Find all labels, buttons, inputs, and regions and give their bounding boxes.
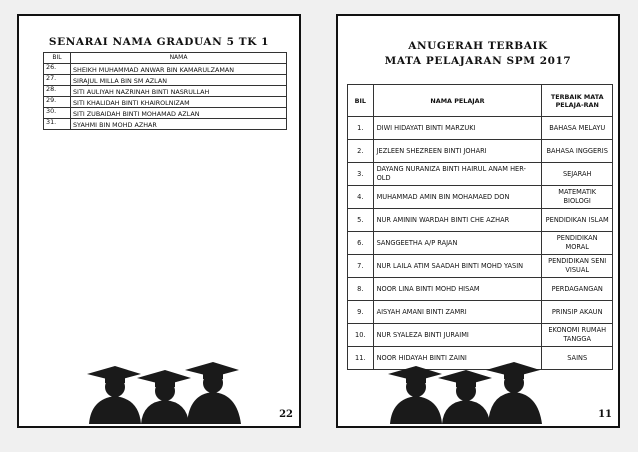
row-number: 3. <box>348 163 374 186</box>
row-number: 2. <box>348 140 374 163</box>
subject-award: PENDIDIKAN ISLAM <box>542 209 613 232</box>
table-row <box>348 186 613 209</box>
row-number: 31. <box>44 119 71 130</box>
table-row <box>348 117 613 140</box>
table-row <box>44 64 287 75</box>
row-number: 29. <box>44 97 71 108</box>
graduate-name: SITI KHALIDAH BINTI KHAIROLNIZAM <box>71 97 287 108</box>
graduate-name: SIRAJUL MILLA BIN SM AZLAN <box>71 75 287 86</box>
graduate-name: SYAHMI BIN MOHD AZHAR <box>71 119 287 130</box>
row-number: 30. <box>44 108 71 119</box>
table-row <box>44 75 287 86</box>
subject-award: PENDIDIKAN MORAL <box>542 232 613 255</box>
graduate-name: SHEIKH MUHAMMAD ANWAR BIN KAMARULZAMAN <box>71 64 287 75</box>
table-row <box>348 140 613 163</box>
row-number: 26. <box>44 64 71 75</box>
student-name: NOOR HIDAYAH BINTI ZAINI <box>373 347 542 370</box>
page-left <box>17 14 301 428</box>
table-row <box>44 97 287 108</box>
page-title-line1: ANUGERAH TERBAIK <box>408 40 548 52</box>
table-row <box>348 163 613 186</box>
row-number: 6. <box>348 232 374 255</box>
subject-award: PRINSIP AKAUN <box>542 301 613 324</box>
student-name: NOOR LINA BINTI MOHD HISAM <box>373 278 542 301</box>
table-row <box>44 108 287 119</box>
subject-award: EKONOMI RUMAH TANGGA <box>542 324 613 347</box>
row-number: 8. <box>348 278 374 301</box>
row-number: 27. <box>44 75 71 86</box>
column-header-nama-pelajar: NAMA PELAJAR <box>373 85 542 117</box>
graduate-table <box>43 52 287 130</box>
page-number: 11 <box>598 409 612 420</box>
student-name: AISYAH AMANI BINTI ZAMRI <box>373 301 542 324</box>
row-number: 5. <box>348 209 374 232</box>
table-row <box>348 209 613 232</box>
student-name: DIWI HIDAYATI BINTI MARZUKI <box>373 117 542 140</box>
subject-award: SEJARAH <box>542 163 613 186</box>
page-number: 22 <box>279 409 293 420</box>
student-name: NUR AMININ WARDAH BINTI CHE AZHAR <box>373 209 542 232</box>
table-row <box>348 278 613 301</box>
column-header-bil: BIL <box>348 85 374 117</box>
table-row <box>348 255 613 278</box>
row-number: 4. <box>348 186 374 209</box>
subject-award: PERDAGANGAN <box>542 278 613 301</box>
page-title-line2: MATA PELAJARAN SPM 2017 <box>384 55 572 67</box>
row-number: 1. <box>348 117 374 140</box>
row-number: 10. <box>348 324 374 347</box>
table-row <box>44 119 287 130</box>
subject-award: MATEMATIK BIOLOGI <box>542 186 613 209</box>
row-number: 11. <box>348 347 374 370</box>
student-name: MUHAMMAD AMIN BIN MOHAMAED DON <box>373 186 542 209</box>
graduates-illustration <box>384 354 544 424</box>
page-right <box>336 14 620 428</box>
column-header-bil: BIL <box>44 53 71 64</box>
subject-award: BAHASA MELAYU <box>542 117 613 140</box>
row-number: 9. <box>348 301 374 324</box>
subject-award: BAHASA INGGERIS <box>542 140 613 163</box>
subject-award: PENDIDIKAN SENI VISUAL <box>542 255 613 278</box>
student-name: JEZLEEN SHEZREEN BINTI JOHARI <box>373 140 542 163</box>
table-row <box>348 301 613 324</box>
student-name: NUR LAILA ATIM SAADAH BINTI MOHD YASIN <box>373 255 542 278</box>
graduate-name: SITI ZUBAIDAH BINTI MOHAMAD AZLAN <box>71 108 287 119</box>
student-name: SANGGEETHA A/P RAJAN <box>373 232 542 255</box>
student-name: DAYANG NURANIZA BINTI HAIRUL ANAM HER-OLD <box>373 163 542 186</box>
award-table <box>347 84 613 370</box>
graduates-illustration <box>83 354 243 424</box>
row-number: 7. <box>348 255 374 278</box>
column-header-nama: NAMA <box>71 53 287 64</box>
column-header-subject: TERBAIK MATA PELAJA-RAN <box>542 85 613 117</box>
table-row <box>348 232 613 255</box>
graduate-name: SITI AULIYAH NAZRINAH BINTI NASRULLAH <box>71 86 287 97</box>
page-title: SENARAI NAMA GRADUAN 5 TK 1 <box>48 36 270 48</box>
subject-award: SAINS <box>542 347 613 370</box>
row-number: 28. <box>44 86 71 97</box>
table-row <box>348 324 613 347</box>
table-row <box>44 86 287 97</box>
student-name: NUR SYALEZA BINTI JURAIMI <box>373 324 542 347</box>
